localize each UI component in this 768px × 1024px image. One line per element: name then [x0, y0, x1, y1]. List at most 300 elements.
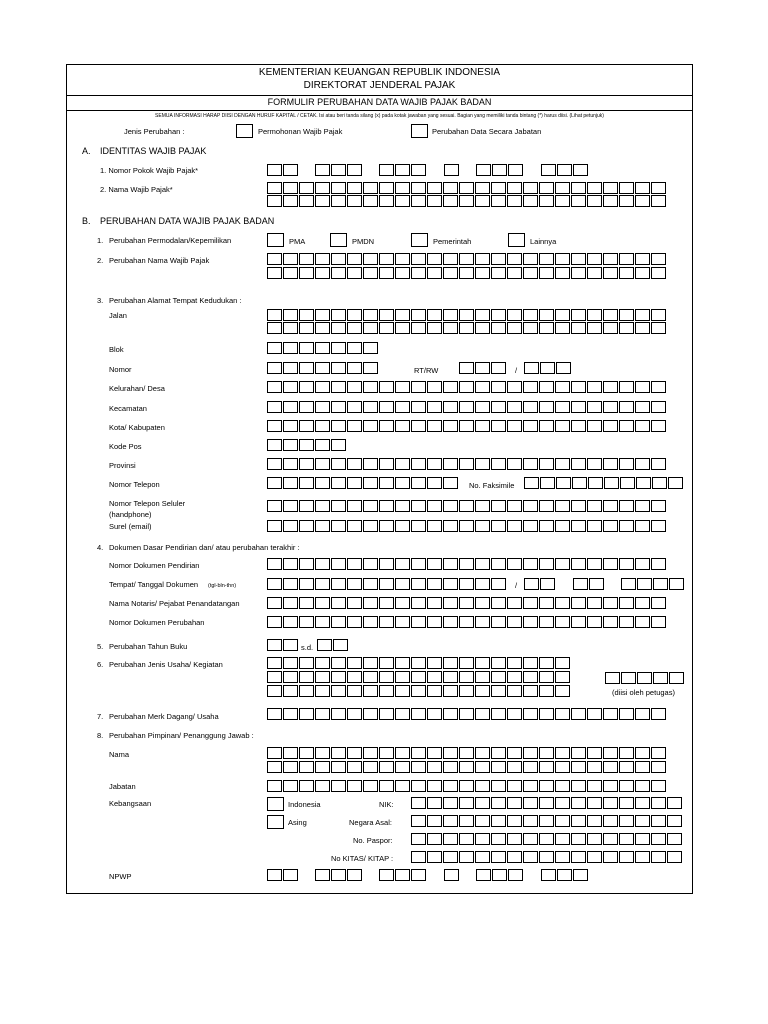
- char-box[interactable]: [427, 597, 442, 609]
- char-box[interactable]: [523, 309, 538, 321]
- char-box[interactable]: [427, 578, 442, 590]
- char-box[interactable]: [459, 420, 474, 432]
- char-box[interactable]: [621, 578, 636, 590]
- establishment-no-boxes[interactable]: [267, 558, 666, 570]
- char-box[interactable]: [523, 500, 538, 512]
- char-box[interactable]: [571, 401, 586, 413]
- char-box[interactable]: [395, 267, 410, 279]
- char-box[interactable]: [491, 458, 506, 470]
- char-box[interactable]: [347, 458, 362, 470]
- char-box[interactable]: [379, 253, 394, 265]
- char-box[interactable]: [283, 616, 298, 628]
- char-box[interactable]: [427, 322, 442, 334]
- char-box[interactable]: [523, 747, 538, 759]
- char-box[interactable]: [333, 639, 348, 651]
- char-box[interactable]: [555, 708, 570, 720]
- char-box[interactable]: [539, 322, 554, 334]
- char-box[interactable]: [283, 381, 298, 393]
- char-box[interactable]: [475, 322, 490, 334]
- char-box[interactable]: [347, 869, 362, 881]
- char-box[interactable]: [267, 342, 282, 354]
- char-box[interactable]: [555, 797, 570, 809]
- char-box[interactable]: [363, 657, 378, 669]
- char-box[interactable]: [331, 401, 346, 413]
- char-box[interactable]: [524, 578, 539, 590]
- char-box[interactable]: [475, 671, 490, 683]
- char-box[interactable]: [555, 381, 570, 393]
- char-box[interactable]: [507, 685, 522, 697]
- char-box[interactable]: [603, 195, 618, 207]
- char-box[interactable]: [603, 761, 618, 773]
- char-box[interactable]: [603, 500, 618, 512]
- fiscal-year-end-boxes[interactable]: [317, 639, 348, 651]
- char-box[interactable]: [379, 195, 394, 207]
- char-box[interactable]: [523, 420, 538, 432]
- char-box[interactable]: [523, 780, 538, 792]
- char-box[interactable]: [299, 708, 314, 720]
- char-box[interactable]: [395, 747, 410, 759]
- char-box[interactable]: [587, 616, 602, 628]
- char-box[interactable]: [507, 616, 522, 628]
- char-box[interactable]: [379, 500, 394, 512]
- char-box[interactable]: [491, 381, 506, 393]
- char-box[interactable]: [603, 597, 618, 609]
- other-checkbox[interactable]: [508, 233, 525, 247]
- char-box[interactable]: [331, 657, 346, 669]
- char-box[interactable]: [459, 657, 474, 669]
- char-box[interactable]: [347, 578, 362, 590]
- char-box[interactable]: [299, 671, 314, 683]
- char-box[interactable]: [555, 500, 570, 512]
- char-box[interactable]: [539, 671, 554, 683]
- char-box[interactable]: [283, 164, 298, 176]
- char-box[interactable]: [571, 500, 586, 512]
- char-box[interactable]: [507, 657, 522, 669]
- char-box[interactable]: [491, 500, 506, 512]
- char-box[interactable]: [363, 578, 378, 590]
- char-box[interactable]: [315, 458, 330, 470]
- char-box[interactable]: [411, 761, 426, 773]
- char-box[interactable]: [363, 401, 378, 413]
- char-box[interactable]: [283, 520, 298, 532]
- char-box[interactable]: [267, 477, 282, 489]
- char-box[interactable]: [363, 520, 378, 532]
- char-box[interactable]: [571, 780, 586, 792]
- char-box[interactable]: [603, 558, 618, 570]
- char-box[interactable]: [267, 520, 282, 532]
- street-row-2[interactable]: [267, 322, 666, 334]
- char-box[interactable]: [363, 708, 378, 720]
- char-box[interactable]: [411, 500, 426, 512]
- char-box[interactable]: [491, 322, 506, 334]
- char-box[interactable]: [267, 439, 282, 451]
- char-box[interactable]: [523, 657, 538, 669]
- char-box[interactable]: [603, 267, 618, 279]
- char-box[interactable]: [619, 833, 634, 845]
- char-box[interactable]: [267, 500, 282, 512]
- new-name-row-2[interactable]: [267, 267, 666, 279]
- char-box[interactable]: [587, 558, 602, 570]
- char-box[interactable]: [395, 322, 410, 334]
- char-box[interactable]: [411, 747, 426, 759]
- char-box[interactable]: [347, 685, 362, 697]
- char-box[interactable]: [619, 616, 634, 628]
- char-box[interactable]: [555, 671, 570, 683]
- char-box[interactable]: [668, 477, 683, 489]
- char-box[interactable]: [667, 851, 682, 863]
- char-box[interactable]: [411, 833, 426, 845]
- char-box[interactable]: [443, 780, 458, 792]
- village-boxes[interactable]: [267, 381, 666, 393]
- leader-npwp-boxes[interactable]: [379, 869, 426, 881]
- char-box[interactable]: [539, 851, 554, 863]
- fax-boxes[interactable]: [524, 477, 683, 489]
- province-boxes[interactable]: [267, 458, 666, 470]
- char-box[interactable]: [427, 657, 442, 669]
- char-box[interactable]: [299, 182, 314, 194]
- char-box[interactable]: [443, 182, 458, 194]
- government-checkbox[interactable]: [411, 233, 428, 247]
- indonesian-checkbox[interactable]: [267, 797, 284, 811]
- char-box[interactable]: [363, 267, 378, 279]
- char-box[interactable]: [411, 458, 426, 470]
- leader-name-row-1[interactable]: [267, 747, 666, 759]
- char-box[interactable]: [427, 747, 442, 759]
- char-box[interactable]: [573, 164, 588, 176]
- char-box[interactable]: [299, 322, 314, 334]
- char-box[interactable]: [541, 869, 556, 881]
- origin-country-boxes[interactable]: [411, 815, 682, 827]
- char-box[interactable]: [411, 685, 426, 697]
- char-box[interactable]: [557, 869, 572, 881]
- char-box[interactable]: [283, 578, 298, 590]
- char-box[interactable]: [539, 500, 554, 512]
- char-box[interactable]: [619, 195, 634, 207]
- char-box[interactable]: [267, 253, 282, 265]
- char-box[interactable]: [651, 420, 666, 432]
- char-box[interactable]: [299, 780, 314, 792]
- char-box[interactable]: [507, 520, 522, 532]
- char-box[interactable]: [556, 477, 571, 489]
- char-box[interactable]: [363, 309, 378, 321]
- char-box[interactable]: [411, 558, 426, 570]
- district-boxes[interactable]: [267, 401, 666, 413]
- char-box[interactable]: [347, 182, 362, 194]
- char-box[interactable]: [475, 362, 490, 374]
- char-box[interactable]: [283, 708, 298, 720]
- char-box[interactable]: [651, 309, 666, 321]
- char-box[interactable]: [395, 458, 410, 470]
- char-box[interactable]: [267, 597, 282, 609]
- char-box[interactable]: [523, 671, 538, 683]
- char-box[interactable]: [587, 322, 602, 334]
- char-box[interactable]: [427, 309, 442, 321]
- char-box[interactable]: [443, 685, 458, 697]
- char-box[interactable]: [283, 657, 298, 669]
- char-box[interactable]: [475, 815, 490, 827]
- char-box[interactable]: [395, 869, 410, 881]
- char-box[interactable]: [395, 578, 410, 590]
- char-box[interactable]: [443, 761, 458, 773]
- char-box[interactable]: [411, 815, 426, 827]
- char-box[interactable]: [669, 578, 684, 590]
- char-box[interactable]: [459, 195, 474, 207]
- char-box[interactable]: [523, 761, 538, 773]
- char-box[interactable]: [539, 267, 554, 279]
- char-box[interactable]: [539, 558, 554, 570]
- char-box[interactable]: [299, 578, 314, 590]
- char-box[interactable]: [427, 182, 442, 194]
- notary-boxes[interactable]: [267, 597, 666, 609]
- char-box[interactable]: [555, 851, 570, 863]
- char-box[interactable]: [507, 833, 522, 845]
- char-box[interactable]: [555, 401, 570, 413]
- char-box[interactable]: [283, 362, 298, 374]
- char-box[interactable]: [539, 761, 554, 773]
- char-box[interactable]: [635, 309, 650, 321]
- leader-npwp-boxes[interactable]: [444, 869, 459, 881]
- char-box[interactable]: [363, 780, 378, 792]
- char-box[interactable]: [315, 362, 330, 374]
- char-box[interactable]: [571, 195, 586, 207]
- char-box[interactable]: [267, 869, 282, 881]
- char-box[interactable]: [555, 420, 570, 432]
- char-box[interactable]: [299, 477, 314, 489]
- char-box[interactable]: [555, 558, 570, 570]
- char-box[interactable]: [587, 420, 602, 432]
- npwp-boxes[interactable]: [379, 164, 426, 176]
- char-box[interactable]: [459, 597, 474, 609]
- char-box[interactable]: [363, 616, 378, 628]
- char-box[interactable]: [587, 182, 602, 194]
- char-box[interactable]: [587, 833, 602, 845]
- char-box[interactable]: [379, 671, 394, 683]
- char-box[interactable]: [651, 500, 666, 512]
- char-box[interactable]: [491, 253, 506, 265]
- char-box[interactable]: [571, 597, 586, 609]
- char-box[interactable]: [443, 671, 458, 683]
- char-box[interactable]: [555, 815, 570, 827]
- business-code-boxes[interactable]: [605, 672, 684, 684]
- char-box[interactable]: [555, 747, 570, 759]
- char-box[interactable]: [283, 401, 298, 413]
- char-box[interactable]: [603, 747, 618, 759]
- char-box[interactable]: [299, 381, 314, 393]
- char-box[interactable]: [539, 708, 554, 720]
- char-box[interactable]: [571, 182, 586, 194]
- char-box[interactable]: [475, 309, 490, 321]
- char-box[interactable]: [444, 869, 459, 881]
- char-box[interactable]: [620, 477, 635, 489]
- char-box[interactable]: [555, 458, 570, 470]
- char-box[interactable]: [299, 267, 314, 279]
- char-box[interactable]: [363, 342, 378, 354]
- char-box[interactable]: [619, 780, 634, 792]
- char-box[interactable]: [363, 195, 378, 207]
- char-box[interactable]: [475, 520, 490, 532]
- char-box[interactable]: [507, 558, 522, 570]
- char-box[interactable]: [347, 558, 362, 570]
- house-number-boxes[interactable]: [267, 362, 378, 374]
- char-box[interactable]: [651, 833, 666, 845]
- char-box[interactable]: [379, 616, 394, 628]
- char-box[interactable]: [523, 381, 538, 393]
- char-box[interactable]: [539, 381, 554, 393]
- char-box[interactable]: [427, 833, 442, 845]
- char-box[interactable]: [347, 420, 362, 432]
- char-box[interactable]: [491, 685, 506, 697]
- char-box[interactable]: [411, 182, 426, 194]
- char-box[interactable]: [539, 685, 554, 697]
- char-box[interactable]: [523, 558, 538, 570]
- char-box[interactable]: [507, 780, 522, 792]
- char-box[interactable]: [363, 747, 378, 759]
- char-box[interactable]: [347, 671, 362, 683]
- char-box[interactable]: [379, 578, 394, 590]
- char-box[interactable]: [315, 685, 330, 697]
- char-box[interactable]: [587, 309, 602, 321]
- char-box[interactable]: [459, 578, 474, 590]
- char-box[interactable]: [267, 362, 282, 374]
- char-box[interactable]: [635, 267, 650, 279]
- char-box[interactable]: [603, 851, 618, 863]
- char-box[interactable]: [507, 815, 522, 827]
- char-box[interactable]: [539, 747, 554, 759]
- char-box[interactable]: [571, 253, 586, 265]
- char-box[interactable]: [635, 520, 650, 532]
- char-box[interactable]: [283, 747, 298, 759]
- char-box[interactable]: [315, 708, 330, 720]
- char-box[interactable]: [411, 869, 426, 881]
- char-box[interactable]: [651, 558, 666, 570]
- char-box[interactable]: [395, 708, 410, 720]
- char-box[interactable]: [331, 616, 346, 628]
- char-box[interactable]: [475, 401, 490, 413]
- char-box[interactable]: [491, 401, 506, 413]
- char-box[interactable]: [523, 797, 538, 809]
- block-boxes[interactable]: [267, 342, 378, 354]
- char-box[interactable]: [363, 500, 378, 512]
- char-box[interactable]: [331, 761, 346, 773]
- char-box[interactable]: [299, 685, 314, 697]
- char-box[interactable]: [619, 747, 634, 759]
- char-box[interactable]: [587, 381, 602, 393]
- new-name-row-1[interactable]: [267, 253, 666, 265]
- char-box[interactable]: [523, 401, 538, 413]
- char-box[interactable]: [491, 671, 506, 683]
- char-box[interactable]: [283, 195, 298, 207]
- char-box[interactable]: [379, 657, 394, 669]
- char-box[interactable]: [523, 833, 538, 845]
- char-box[interactable]: [573, 869, 588, 881]
- char-box[interactable]: [411, 520, 426, 532]
- char-box[interactable]: [315, 253, 330, 265]
- char-box[interactable]: [427, 458, 442, 470]
- char-box[interactable]: [283, 267, 298, 279]
- char-box[interactable]: [475, 616, 490, 628]
- char-box[interactable]: [363, 558, 378, 570]
- char-box[interactable]: [411, 851, 426, 863]
- char-box[interactable]: [299, 458, 314, 470]
- char-box[interactable]: [475, 195, 490, 207]
- char-box[interactable]: [299, 309, 314, 321]
- char-box[interactable]: [411, 477, 426, 489]
- char-box[interactable]: [411, 657, 426, 669]
- char-box[interactable]: [635, 616, 650, 628]
- char-box[interactable]: [603, 708, 618, 720]
- char-box[interactable]: [315, 869, 330, 881]
- char-box[interactable]: [571, 520, 586, 532]
- char-box[interactable]: [411, 708, 426, 720]
- business-row-2[interactable]: [267, 671, 570, 683]
- char-box[interactable]: [589, 578, 604, 590]
- char-box[interactable]: [587, 253, 602, 265]
- char-box[interactable]: [299, 253, 314, 265]
- char-box[interactable]: [475, 420, 490, 432]
- char-box[interactable]: [379, 401, 394, 413]
- char-box[interactable]: [491, 309, 506, 321]
- char-box[interactable]: [299, 500, 314, 512]
- char-box[interactable]: [299, 195, 314, 207]
- char-box[interactable]: [283, 761, 298, 773]
- char-box[interactable]: [459, 747, 474, 759]
- char-box[interactable]: [363, 362, 378, 374]
- char-box[interactable]: [571, 558, 586, 570]
- char-box[interactable]: [395, 253, 410, 265]
- char-box[interactable]: [540, 362, 555, 374]
- char-box[interactable]: [411, 309, 426, 321]
- char-box[interactable]: [619, 708, 634, 720]
- char-box[interactable]: [588, 477, 603, 489]
- char-box[interactable]: [283, 458, 298, 470]
- char-box[interactable]: [571, 833, 586, 845]
- char-box[interactable]: [395, 558, 410, 570]
- char-box[interactable]: [315, 477, 330, 489]
- char-box[interactable]: [315, 616, 330, 628]
- char-box[interactable]: [443, 267, 458, 279]
- char-box[interactable]: [491, 851, 506, 863]
- char-box[interactable]: [555, 309, 570, 321]
- char-box[interactable]: [363, 477, 378, 489]
- char-box[interactable]: [507, 195, 522, 207]
- char-box[interactable]: [619, 420, 634, 432]
- char-box[interactable]: [523, 253, 538, 265]
- char-box[interactable]: [315, 500, 330, 512]
- char-box[interactable]: [635, 597, 650, 609]
- char-box[interactable]: [524, 477, 539, 489]
- foreign-checkbox[interactable]: [267, 815, 284, 829]
- char-box[interactable]: [347, 362, 362, 374]
- char-box[interactable]: [331, 520, 346, 532]
- char-box[interactable]: [475, 597, 490, 609]
- char-box[interactable]: [379, 747, 394, 759]
- char-box[interactable]: [507, 267, 522, 279]
- email-boxes[interactable]: [267, 520, 666, 532]
- char-box[interactable]: [443, 500, 458, 512]
- char-box[interactable]: [539, 458, 554, 470]
- npwp-boxes[interactable]: [315, 164, 362, 176]
- char-box[interactable]: [636, 477, 651, 489]
- char-box[interactable]: [492, 164, 507, 176]
- char-box[interactable]: [571, 309, 586, 321]
- char-box[interactable]: [427, 195, 442, 207]
- char-box[interactable]: [315, 267, 330, 279]
- char-box[interactable]: [267, 420, 282, 432]
- char-box[interactable]: [491, 616, 506, 628]
- char-box[interactable]: [459, 401, 474, 413]
- char-box[interactable]: [475, 761, 490, 773]
- char-box[interactable]: [299, 362, 314, 374]
